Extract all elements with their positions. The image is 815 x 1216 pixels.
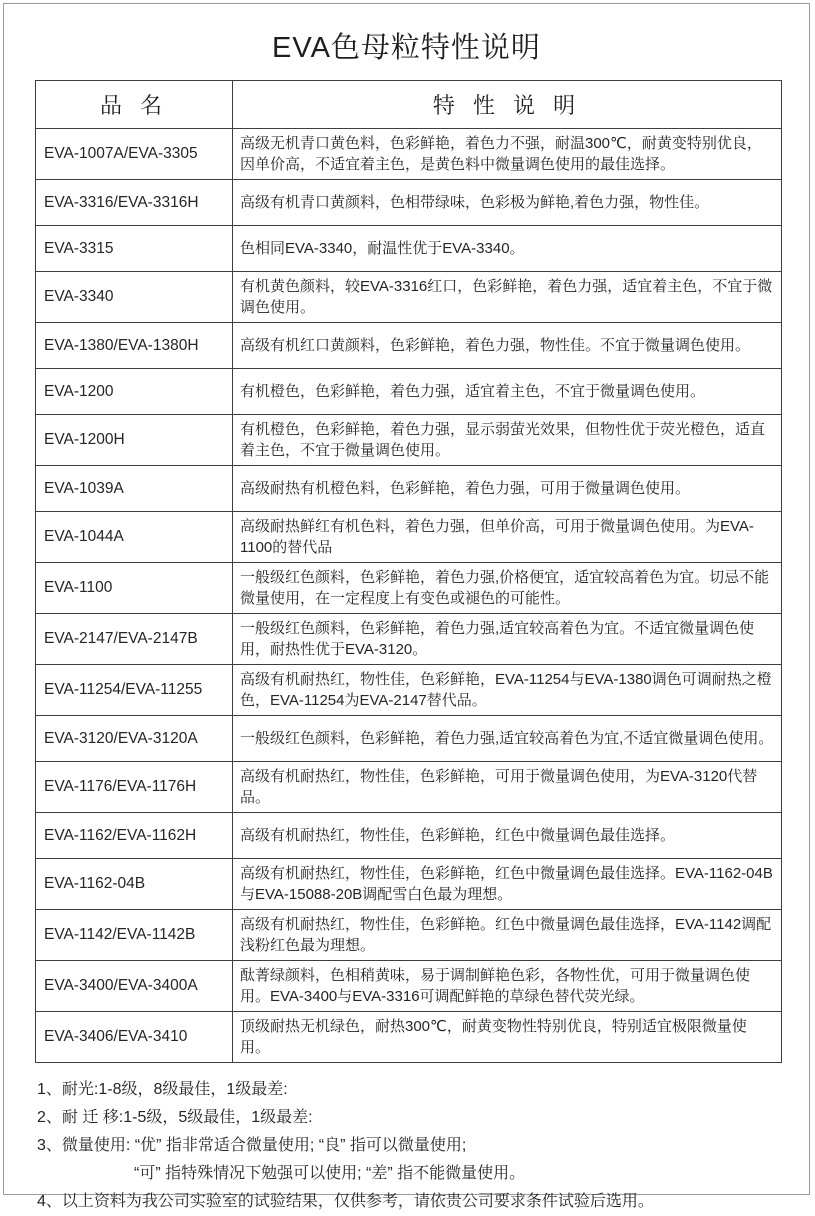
description-cell: 高级有机耐热红，物性佳，色彩鲜艳，红色中微量调色最佳选择。EVA-1162-04B与EVA-15088-20B调配雪白色最为理想。: [233, 859, 782, 910]
table-row: [36, 859, 782, 910]
footnote-line: 1、耐光:1-8级，8级最佳，1级最差:: [37, 1081, 288, 1098]
description-cell: 酞菁绿颜料，色相稍黄味，易于调制鲜艳色彩，各物性优，可用于微量调色使用。EVA-3400与EVA-3316可调配鲜艳的草绿色替代荧光绿。: [233, 961, 782, 1012]
description-cell: 有机橙色，色彩鲜艳，着色力强，显示弱萤光效果，但物性优于荧光橙色，适直着主色，不宜于微量调色使用。: [233, 415, 782, 466]
product-name-cell: EVA-1200H: [36, 415, 233, 466]
description-cell: 高级有机青口黄颜料，色相带绿味，色彩极为鲜艳,着色力强，物性佳。: [233, 180, 782, 226]
product-name-cell: EVA-3120/EVA-3120A: [36, 716, 233, 762]
table-row: [36, 563, 782, 614]
footnote-line: 3、微量使用: “优” 指非常适合微量使用; “良” 指可以微量使用;: [37, 1137, 467, 1154]
table-header: [36, 81, 782, 129]
description-cell: 一般级红色颜料，色彩鲜艳，着色力强,适宜较高着色为宜,不适宜微量调色使用。: [233, 716, 782, 762]
table-row: [36, 272, 782, 323]
description-cell: 高级无机青口黄色料，色彩鲜艳，着色力不强，耐温300℃，耐黄变特别优良，因单价高，不适宜着主色，是黄色料中微量调色使用的最佳选择。: [233, 129, 782, 180]
description-cell: 高级耐热鲜红有机色料，着色力强，但单价高，可用于微量调色使用。为EVA-1100的替代品: [233, 512, 782, 563]
description-cell: 有机橙色，色彩鲜艳，着色力强，适宜着主色，不宜于微量调色使用。: [233, 369, 782, 415]
description-cell: 一般级红色颜料，色彩鲜艳，着色力强,适宜较高着色为宜。不适宜微量调色使用，耐热性优于EVA-3120。: [233, 614, 782, 665]
product-name-cell: EVA-1044A: [36, 512, 233, 563]
table-row: [36, 323, 782, 369]
footnote-line: 4、以上资料为我公司实验室的试验结果，仅供参考，请依贵公司要求条件试验后选用。: [37, 1193, 654, 1210]
product-name-cell: EVA-3315: [36, 226, 233, 272]
product-name-cell: EVA-1176/EVA-1176H: [36, 762, 233, 813]
table-row: [36, 961, 782, 1012]
table-row: [36, 762, 782, 813]
header-row: [36, 81, 782, 129]
description-cell: 高级有机耐热红，物性佳，色彩鲜艳。红色中微量调色最佳选择，EVA-1142调配浅粉红色最为理想。: [233, 910, 782, 961]
table-row: [36, 1012, 782, 1063]
product-name-cell: EVA-3340: [36, 272, 233, 323]
table-row: [36, 665, 782, 716]
footnote-line: “可” 指特殊情况下勉强可以使用; “差” 指不能微量使用。: [134, 1165, 526, 1182]
table-row: [36, 180, 782, 226]
table-row: [36, 910, 782, 961]
product-name-cell: EVA-1142/EVA-1142B: [36, 910, 233, 961]
product-name-cell: EVA-1200: [36, 369, 233, 415]
footnotes: [37, 1076, 809, 1216]
description-cell: 高级有机红口黄颜料，色彩鲜艳，着色力强，物性佳。不宜于微量调色使用。: [233, 323, 782, 369]
product-name-cell: EVA-3406/EVA-3410: [36, 1012, 233, 1063]
characteristics-table: [35, 80, 782, 1063]
table-body: [36, 129, 782, 1063]
table-row: [36, 466, 782, 512]
description-cell: 顶级耐热无机绿色，耐热300℃，耐黄变物性特别优良，特别适宜极限微量使用。: [233, 1012, 782, 1063]
table-row: [36, 129, 782, 180]
product-name-cell: EVA-1162-04B: [36, 859, 233, 910]
description-cell: 高级有机耐热红，物性佳，色彩鲜艳，可用于微量调色使用，为EVA-3120代替品。: [233, 762, 782, 813]
column-header-description: 特 性 说 明: [233, 81, 782, 129]
page-title: EVA色母粒特性说明: [272, 32, 541, 64]
page: [3, 3, 810, 1210]
product-name-cell: EVA-1007A/EVA-3305: [36, 129, 233, 180]
description-cell: 高级有机耐热红，物性佳，色彩鲜艳，EVA-11254与EVA-1380调色可调耐热之橙色，EVA-11254为EVA-2147替代品。: [233, 665, 782, 716]
description-cell: 有机黄色颜料，较EVA-3316红口，色彩鲜艳，着色力强，适宜着主色，不宜于微调色使用。: [233, 272, 782, 323]
table-row: [36, 415, 782, 466]
product-name-cell: EVA-3316/EVA-3316H: [36, 180, 233, 226]
table-row: [36, 614, 782, 665]
column-header-product-name: 品 名: [36, 81, 233, 129]
footnote-line: 2、耐 迁 移:1-5级，5级最佳，1级最差:: [37, 1109, 313, 1126]
product-name-cell: EVA-1380/EVA-1380H: [36, 323, 233, 369]
description-cell: 高级有机耐热红，物性佳，色彩鲜艳，红色中微量调色最佳选择。: [233, 813, 782, 859]
product-name-cell: EVA-3400/EVA-3400A: [36, 961, 233, 1012]
table-row: [36, 813, 782, 859]
description-cell: 高级耐热有机橙色料，色彩鲜艳，着色力强，可用于微量调色使用。: [233, 466, 782, 512]
description-cell: 一般级红色颜料，色彩鲜艳，着色力强,价格便宜，适宜较高着色为宜。切忌不能微量使用，在一定程度上有变色或褪色的可能性。: [233, 563, 782, 614]
table-row: [36, 226, 782, 272]
table-row: [36, 369, 782, 415]
product-name-cell: EVA-11254/EVA-11255: [36, 665, 233, 716]
product-name-cell: EVA-1162/EVA-1162H: [36, 813, 233, 859]
product-name-cell: EVA-2147/EVA-2147B: [36, 614, 233, 665]
product-name-cell: EVA-1039A: [36, 466, 233, 512]
table-row: [36, 716, 782, 762]
product-name-cell: EVA-1100: [36, 563, 233, 614]
table-row: [36, 512, 782, 563]
description-cell: 色相同EVA-3340，耐温性优于EVA-3340。: [233, 226, 782, 272]
